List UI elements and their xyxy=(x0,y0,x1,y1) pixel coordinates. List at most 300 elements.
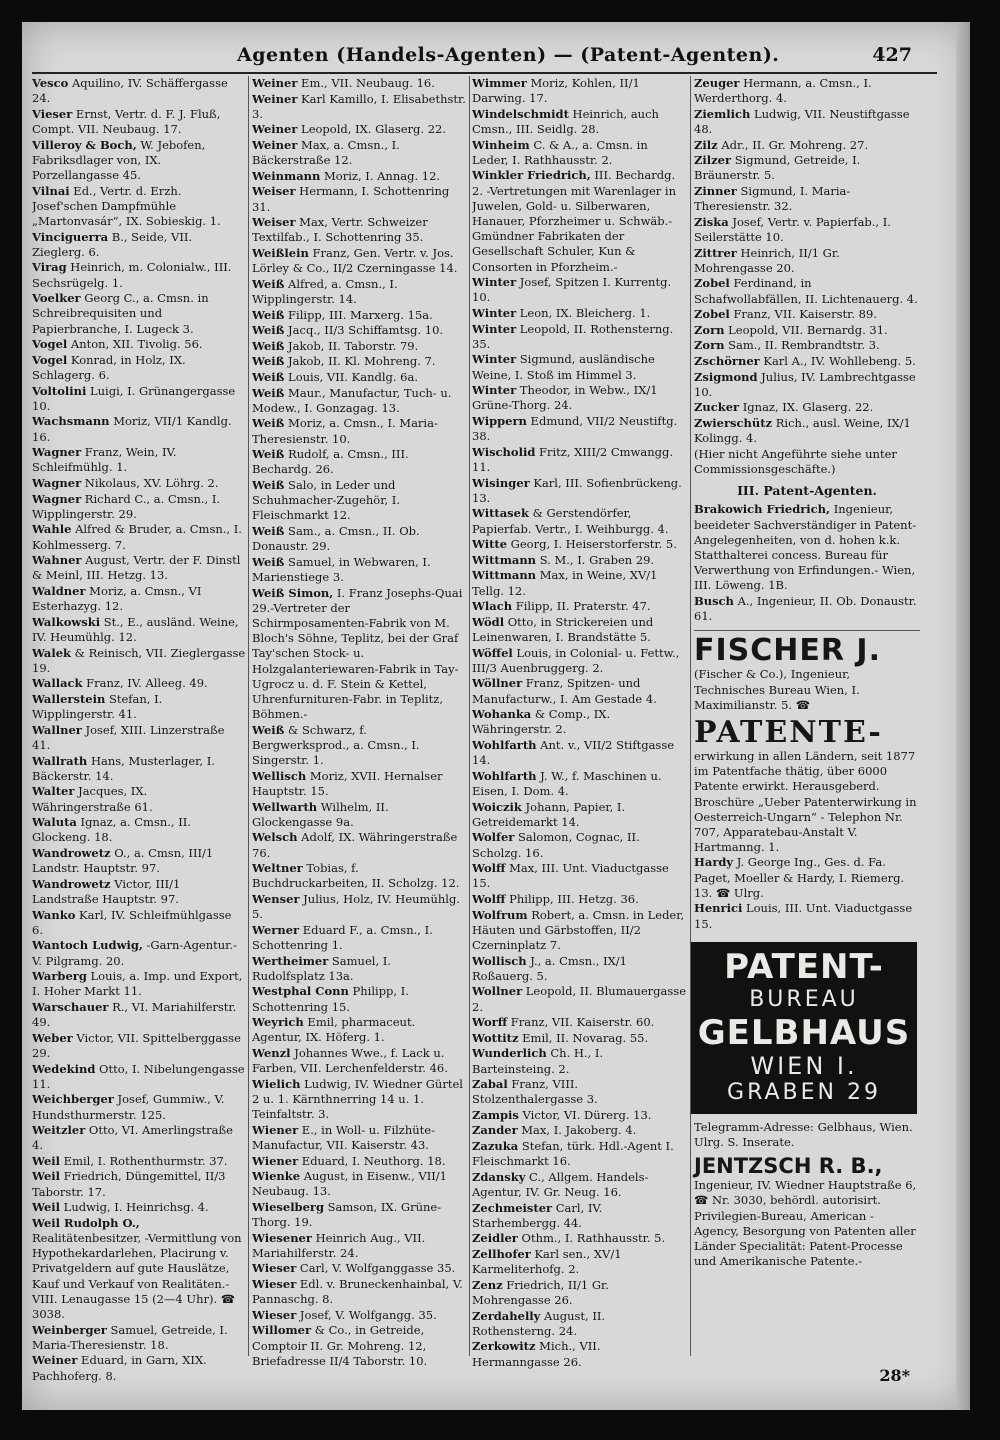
entry-name: Weiß xyxy=(252,554,285,569)
entry-details: Ludwig, IV. Wiedner Gürtel 2 u. 1. Kärnthnerring 14 u. 1. Teinfaltstr. 3. xyxy=(252,1076,463,1122)
entry-name: Wöllner xyxy=(472,676,523,691)
directory-entry xyxy=(32,337,246,352)
entry-details: Stefan, I. Wipplingerstr. 41. xyxy=(32,691,163,722)
advertisement-patente-title: PATENTE- xyxy=(694,714,883,750)
entry-name: Wimmer xyxy=(472,76,527,90)
entry-name: Zander xyxy=(472,1123,518,1138)
directory-entry xyxy=(32,1062,246,1092)
entry-name: Waldner xyxy=(32,583,86,598)
entry-details: Ignaz, IX. Glaserg. 22. xyxy=(739,400,874,415)
entry-details: Victor, III/1 Landstraße Hauptstr. 97. xyxy=(32,876,181,906)
entry-name: Weiß xyxy=(252,369,285,384)
directory-entry xyxy=(32,260,246,290)
directory-entry xyxy=(252,1015,467,1045)
column-divider xyxy=(469,76,470,1356)
entry-name: Ziemlich xyxy=(694,106,751,121)
directory-entry xyxy=(694,594,920,624)
entry-name: Warberg xyxy=(32,969,87,984)
entry-details: Wilhelm, II. Glockengasse 9a. xyxy=(252,799,389,829)
entry-details: Maur., Manufactur, Tuch- u. Modew., I. Gonzagag. 13. xyxy=(252,385,452,415)
entry-details: & Reinisch, VII. Zieglergasse 19. xyxy=(32,645,246,675)
directory-entry xyxy=(472,861,687,891)
entry-details: Ignaz, a. Cmsn., II. Glockeng. 18. xyxy=(32,815,191,845)
directory-entry xyxy=(472,1247,687,1277)
directory-entry xyxy=(472,322,687,352)
directory-entry xyxy=(472,476,687,506)
entry-details: Filipp, II. Praterstr. 47. xyxy=(512,599,651,614)
advertisement-fischer-text: (Fischer & Co.), Ingenieur, Technisches Bureau Wien, I. Maximilianstr. 5. ☎ xyxy=(694,667,860,712)
directory-entry xyxy=(32,1216,246,1322)
directory-entry xyxy=(472,537,687,552)
directory-entry xyxy=(32,445,246,475)
entry-name: Wienke xyxy=(252,1169,301,1184)
directory-entry xyxy=(694,416,920,446)
directory-entry xyxy=(32,476,246,491)
directory-entry xyxy=(252,184,467,214)
entry-name: Zilz xyxy=(694,137,718,152)
entry-details: Samuel, Getreide, I. Maria-Theresienstr. 18. xyxy=(32,1322,228,1352)
entry-name: Zucker xyxy=(694,400,740,415)
directory-entry xyxy=(472,553,687,568)
directory-page xyxy=(22,22,970,1410)
entry-details: Ant. v., VII/2 Stiftgasse 14. xyxy=(472,737,675,768)
directory-entry xyxy=(694,447,920,477)
column-divider xyxy=(690,76,691,1356)
directory-entry xyxy=(32,384,246,414)
directory-entry xyxy=(472,954,687,984)
entry-name: Zsigmond xyxy=(694,369,758,384)
directory-entry xyxy=(252,1323,467,1369)
entry-name: Weiß xyxy=(252,523,285,538)
entry-name: Wallack xyxy=(32,676,83,691)
entry-name: Wandrowetz xyxy=(32,845,111,860)
entry-details: Philipp, III. Hetzg. 36. xyxy=(505,891,639,906)
entry-details: Moriz, a. Cmsn., I. Maria-Theresienstr. 10. xyxy=(252,416,438,446)
directory-entry xyxy=(694,107,920,137)
directory-entry xyxy=(252,215,467,245)
directory-entry xyxy=(32,353,246,383)
entry-name: Hardy xyxy=(694,855,734,870)
directory-entry xyxy=(252,923,467,953)
directory-entry xyxy=(694,184,920,214)
entry-name: Wagner xyxy=(32,491,82,506)
entry-name: Zazuka xyxy=(472,1139,519,1154)
entry-name: Weiß xyxy=(252,338,285,353)
directory-entry xyxy=(472,1077,687,1107)
directory-entry xyxy=(252,1154,467,1169)
entry-name: Zeuger xyxy=(694,76,740,90)
entry-name: Wallerstein xyxy=(32,691,106,706)
directory-entry xyxy=(32,584,246,614)
entry-name: Wieselberg xyxy=(252,1199,325,1214)
ad-box-line3: GELBHAUS xyxy=(697,1012,911,1053)
advertisement-patente xyxy=(694,714,920,855)
entry-name: Wellwarth xyxy=(252,799,318,814)
entry-details: Jakob, II. Kl. Mohreng. 7. xyxy=(284,354,436,369)
entry-name: Wolff xyxy=(472,861,506,876)
entry-details: Franz, VII. Kaiserstr. 89. xyxy=(729,307,877,322)
directory-entry xyxy=(694,323,920,338)
entry-name: Winheim xyxy=(472,137,530,152)
entry-name: Windelschmidt xyxy=(472,106,569,121)
entry-details: Franz, Gen. Vertr. v. Jos. Lörley & Co., II/2 Czerningasse 14. xyxy=(252,245,458,276)
directory-entry xyxy=(252,92,467,122)
directory-column-1 xyxy=(32,76,246,1384)
entry-name: Virag xyxy=(32,260,67,275)
entry-name: Weiß xyxy=(252,323,285,338)
page-edge xyxy=(956,22,970,1410)
directory-entry xyxy=(252,478,467,524)
directory-entry xyxy=(472,414,687,444)
entry-name: Witte xyxy=(472,537,508,552)
entry-name: Walter xyxy=(32,784,75,799)
entry-name: Walek xyxy=(32,645,72,660)
directory-entry xyxy=(472,1339,687,1369)
entry-details: Josef, Vertr. v. Papierfab., I. Seilerstätte 10. xyxy=(694,214,891,244)
directory-entry xyxy=(472,646,687,676)
entry-details: Ingenieur, beeideter Sachverständiger in Patent-Angelegenheiten, von d. hohen k.k. Statthalterei concess. Bureau für Verwerthung von Erfindungen.- Wien, III. Löweng. 1B. xyxy=(694,502,917,593)
entry-details: August, Vertr. der F. Dinstl & Meinl, III. Hetzg. 13. xyxy=(32,553,241,583)
directory-column-3 xyxy=(472,76,687,1370)
entry-name: Weil xyxy=(32,1153,61,1168)
entry-name: Weiß xyxy=(252,447,285,462)
advertisement-gelbhaus-address: Telegramm-Adresse: Gelbhaus, Wien. Ulrg. S. Inserate. xyxy=(694,1119,913,1149)
directory-entry xyxy=(472,984,687,1014)
entry-name: Weil xyxy=(32,1169,61,1184)
entry-details: Ch. H., I. Barteinsteing. 2. xyxy=(472,1046,604,1076)
entry-details: Jakob, II. Taborstr. 79. xyxy=(284,338,419,353)
entry-name: Wieser xyxy=(252,1307,297,1322)
entry-name: Wöffel xyxy=(472,645,513,660)
entry-name: Wachsmann xyxy=(32,414,110,429)
entry-name: Wagner xyxy=(32,475,82,490)
entry-details: Otto, VI. Amerlingstraße 4. xyxy=(32,1123,233,1153)
advertisement-jentzsch xyxy=(694,1154,920,1269)
directory-entry xyxy=(694,502,920,593)
entry-name: Zittrer xyxy=(694,245,737,260)
entry-details: Nikolaus, XV. Löhrg. 2. xyxy=(81,475,219,490)
entry-name: Wlach xyxy=(472,599,513,614)
directory-entry xyxy=(472,138,687,168)
entry-details: Karl A., IV. Wohllebeng. 5. xyxy=(759,353,916,368)
directory-entry xyxy=(252,138,467,168)
entry-details: Emil, pharmaceut. Agentur, IX. Höferg. 1. xyxy=(252,1015,416,1045)
section-heading-patent-agents: III. Patent-Agenten. xyxy=(737,483,877,499)
directory-entry xyxy=(252,386,467,416)
entry-name: Ziska xyxy=(694,214,729,229)
entry-name: Weiner xyxy=(252,91,298,106)
directory-entry xyxy=(472,352,687,382)
entry-details: Moriz, XVII. Hernalser Hauptstr. 15. xyxy=(252,768,443,798)
entry-details: Adolf, IX. Währingerstraße 76. xyxy=(252,830,458,860)
entry-details: Georg C., a. Cmsn. in Schreibrequisiten und Papierbranche, I. Lugeck 3. xyxy=(32,291,209,336)
entry-name: Weißlein xyxy=(252,245,309,260)
directory-entry xyxy=(32,230,246,260)
entry-details: Victor, VI. Dürerg. 13. xyxy=(518,1107,652,1122)
entry-name: Wandrowetz xyxy=(32,876,111,891)
directory-entry xyxy=(32,1123,246,1153)
entry-details: Louis, a. Imp. und Export, I. Hoher Markt 11. xyxy=(32,969,243,999)
entry-name: Voelker xyxy=(32,291,81,306)
directory-entry xyxy=(694,338,920,353)
entry-details: Max, a. Cmsn., I. Bäckerstraße 12. xyxy=(252,137,400,168)
entry-details: Leopold, VII. Bernardg. 31. xyxy=(724,322,888,337)
entry-details: III. Bechardg. 2. -Vertretungen mit Warenlager in Juwelen, Gold- u. Silberwaren, Hanauer, Pforzheimer u. Schwäb.-Gmündner Fabrikaten der Gesellschaft Schuler, Kun & Consorten in Pforzheim.- xyxy=(472,168,677,274)
entry-details: Karl Kamillo, I. Elisabethstr. 3. xyxy=(252,91,466,121)
directory-entry xyxy=(32,784,246,814)
entry-details: Em., VII. Neubaug. 16. xyxy=(297,76,435,90)
ad-box-line5: GRABEN 29 xyxy=(727,1079,881,1105)
entry-details: Mich., VII. Hermanngasse 26. xyxy=(472,1339,601,1369)
entry-details: Sigmund, ausländische Weine, I. Stoß im Himmel 3. xyxy=(472,352,655,382)
entry-details: Emil, II. Novarag. 55. xyxy=(518,1030,649,1045)
entry-details: C. & A., a. Cmsn. in Leder, I. Rathhausstr. 2. xyxy=(472,137,648,167)
entry-name: Zerkowitz xyxy=(472,1339,536,1354)
entry-name: Henrici xyxy=(694,901,743,916)
entry-details: Franz, Wein, IV. Schleifmühlg. 1. xyxy=(32,445,177,475)
entry-name: Weinberger xyxy=(32,1322,107,1337)
entry-name: Wödl xyxy=(472,614,505,629)
entry-name: Wertheimer xyxy=(252,953,329,968)
entry-details: August, II. Rothensterng. 24. xyxy=(472,1308,606,1338)
entry-details: Johann, Papier, I. Getreidemarkt 14. xyxy=(472,799,626,829)
entry-details: Jacq., II/3 Schiffamtsg. 10. xyxy=(284,323,444,338)
entry-name: Vogel xyxy=(32,337,68,352)
directory-entry xyxy=(694,855,920,901)
entry-name: Zobel xyxy=(694,307,730,322)
entry-name: Vinciguerra xyxy=(32,229,109,244)
entry-name: Wollner xyxy=(472,984,523,999)
directory-entry xyxy=(252,416,467,446)
entry-details: Eduard, I. Neuthorg. 18. xyxy=(298,1153,446,1168)
entry-name: Zdansky xyxy=(472,1169,526,1184)
entry-details: Max, in Weine, XV/1 Tellg. 12. xyxy=(472,568,658,598)
directory-entry xyxy=(32,877,246,907)
entry-details: Salo, in Leder und Schuhmacher-Zugehör, I. Fleischmarkt 12. xyxy=(252,477,400,523)
entry-details: Friedrich, Düngemittel, II/3 Taborstr. 17. xyxy=(32,1169,226,1199)
entry-name: Zorn xyxy=(694,338,725,353)
entry-details: Alfred & Bruder, a. Cmsn., I. Kohlmesserg. 7. xyxy=(32,522,242,552)
directory-entry xyxy=(252,769,467,799)
entry-name: Wischolid xyxy=(472,444,536,459)
directory-entry xyxy=(694,370,920,400)
directory-entry xyxy=(472,568,687,598)
directory-column-4 xyxy=(694,76,920,1269)
directory-entry xyxy=(32,553,246,583)
directory-entry xyxy=(252,555,467,585)
entry-name: Wohlfarth xyxy=(472,768,537,783)
directory-entry xyxy=(694,276,920,306)
entry-details: Realitätenbesitzer, -Vermittlung von Hypothekardarlehen, Placirung v. Privatgeldern auf gute Hauslätze, Kauf und Verkauf von Realitäten.- VIII. Lenaugasse 15 (2—4 Uhr). ☎ 3038. xyxy=(32,1231,242,1322)
entry-name: Weil xyxy=(32,1200,61,1215)
page-number: 427 xyxy=(872,44,912,66)
entry-name: Zerdahelly xyxy=(472,1308,541,1323)
directory-entry xyxy=(472,769,687,799)
entry-details: St., E., ausländ. Weine, IV. Heumühlg. 12. xyxy=(32,614,239,644)
entry-details: C., Allgem. Handels-Agentur, IV. Gr. Neug. 16. xyxy=(472,1169,649,1200)
entry-details: Moriz, Kohlen, II/1 Darwing. 17. xyxy=(472,76,640,106)
entry-details: Rudolf, a. Cmsn., III. Bechardg. 26. xyxy=(252,447,409,477)
entry-details: Sigmund, I. Maria-Theresienstr. 32. xyxy=(694,183,851,214)
directory-entry xyxy=(32,1154,246,1169)
entry-details: August, in Eisenw., VII/1 Neubaug. 13. xyxy=(252,1169,447,1199)
directory-entry xyxy=(252,1046,467,1076)
entry-details: Leopold, II. Blumauergasse 2. xyxy=(472,984,687,1014)
entry-details: & Gerstendörfer, Papierfab. Vertr., I. Weihburgg. 4. xyxy=(472,506,669,536)
entry-name: Waluta xyxy=(32,815,77,830)
directory-entry xyxy=(472,676,687,706)
directory-entry xyxy=(32,692,246,722)
directory-entry xyxy=(694,246,920,276)
advertisement-fischer xyxy=(694,630,920,713)
entry-details: Ludwig, VII. Neustiftgasse 48. xyxy=(694,106,910,136)
directory-entry xyxy=(472,383,687,413)
entry-details: Filipp, III. Marxerg. 15a. xyxy=(284,307,433,322)
directory-entry xyxy=(32,615,246,645)
entry-details: Jacques, IX. Währingerstraße 61. xyxy=(32,784,153,814)
ad-box-line1: PATENT- xyxy=(724,946,884,987)
directory-entry xyxy=(252,122,467,137)
entry-details: Eduard F., a. Cmsn., I. Schottenring 1. xyxy=(252,922,433,952)
entry-details: Hans, Musterlager, I. Bäckerstr. 14. xyxy=(32,753,215,783)
entry-details: Leon, IX. Bleicherg. 1. xyxy=(516,306,651,320)
entry-name: Zwierschütz xyxy=(694,415,773,430)
entry-name: Wenzl xyxy=(252,1045,291,1060)
entry-name: Weltner xyxy=(252,861,303,876)
entry-details: Heinrich, auch Cmsn., III. Seidlg. 28. xyxy=(472,106,659,136)
directory-entry xyxy=(694,400,920,415)
directory-entry xyxy=(252,1261,467,1276)
entry-name: Wittasek xyxy=(472,506,529,521)
entry-details: Samuel, in Webwaren, I. Marienstiege 3. xyxy=(252,554,431,584)
directory-entry xyxy=(32,76,246,106)
entry-details: E., in Woll- u. Filzhüte-Manufactur, VII. Kaiserstr. 43. xyxy=(252,1122,435,1152)
entry-name: Wohanka xyxy=(472,707,532,722)
directory-entry xyxy=(252,277,467,307)
directory-entry xyxy=(472,738,687,768)
directory-entry xyxy=(252,1277,467,1307)
entry-name: Willomer xyxy=(252,1323,312,1338)
entry-details: Otto, I. Nibelungengasse 11. xyxy=(32,1061,245,1091)
entry-details: Othm., I. Rathhausstr. 5. xyxy=(517,1231,666,1246)
entry-name: Westphal Conn xyxy=(252,984,349,999)
directory-entry xyxy=(472,800,687,830)
entry-name: Zschörner xyxy=(694,353,760,368)
directory-entry xyxy=(252,246,467,276)
directory-entry xyxy=(252,892,467,922)
entry-name: Busch xyxy=(694,593,734,608)
directory-entry xyxy=(694,307,920,322)
entry-name: Vilnai xyxy=(32,183,70,198)
entry-details: Theodor, in Webw., IX/1 Grüne-Thorg. 24. xyxy=(472,383,658,413)
entry-details: Ferdinand, in Schafwollabfällen, II. Lichtenauerg. 4. xyxy=(694,276,918,306)
entry-details: Leopold, II. Rothensterng. 35. xyxy=(472,321,674,351)
entry-details: Salomon, Cognac, II. Scholzg. 16. xyxy=(472,830,640,860)
directory-entry xyxy=(32,1092,246,1122)
directory-entry xyxy=(32,723,246,753)
directory-entry xyxy=(32,846,246,876)
entry-name: Wollisch xyxy=(472,953,527,968)
entry-name: Welsch xyxy=(252,830,298,845)
entry-details: Moriz, a. Cmsn., VI Esterhazyg. 12. xyxy=(32,583,202,614)
entry-name: Vesco xyxy=(32,76,69,90)
directory-entry xyxy=(694,153,920,183)
entry-details: & Co., in Getreide, Comptoir II. Gr. Mohreng. 12, Briefadresse II/4 Taborstr. 10. xyxy=(252,1323,428,1368)
directory-entry xyxy=(252,323,467,338)
entry-name: Weiner xyxy=(252,76,298,90)
directory-entry xyxy=(32,754,246,784)
directory-entry xyxy=(32,291,246,337)
directory-entry xyxy=(252,524,467,554)
entry-name: Weil Rudolph O., xyxy=(32,1215,140,1230)
entry-details: Franz, Spitzen- und Manufacturw., I. Am Gestade 4. xyxy=(472,676,657,706)
directory-entry xyxy=(472,830,687,860)
entry-name: Wittmann xyxy=(472,568,537,583)
entry-details: Josef, XIII. Linzerstraße 41. xyxy=(32,722,225,752)
entry-name: Zellhofer xyxy=(472,1247,531,1262)
directory-entry xyxy=(472,908,687,954)
entry-details: Louis, in Colonial- u. Fettw., III/3 Auenbruggerg. 2. xyxy=(472,645,680,675)
directory-entry xyxy=(252,76,467,91)
entry-name: Weichberger xyxy=(32,1092,114,1107)
directory-entry xyxy=(694,354,920,369)
entry-details: Julius, IV. Lambrechtgasse 10. xyxy=(694,369,916,399)
entry-details: J., a. Cmsn., IX/1 Roßauerg. 5. xyxy=(472,953,627,983)
directory-entry xyxy=(252,339,467,354)
entry-name: Zobel xyxy=(694,276,730,291)
entry-name: Weiß xyxy=(252,416,285,431)
entry-details: Max, I. Jakoberg. 4. xyxy=(517,1123,637,1138)
entry-details: Fritz, XIII/2 Cmwangg. 11. xyxy=(472,444,674,474)
entry-details: O., a. Cmsn, III/1 Landstr. Hauptstr. 97. xyxy=(32,845,214,876)
entry-name: Wolfer xyxy=(472,830,515,845)
entry-details: Samuel, I. Rudolfsplatz 13a. xyxy=(252,953,391,983)
entry-details: Leopold, IX. Glaserg. 22. xyxy=(297,122,446,137)
entry-details: Karl sen., XV/1 Karmeliterhofg. 2. xyxy=(472,1247,622,1277)
entry-name: Wieser xyxy=(252,1261,297,1276)
directory-entry xyxy=(32,1323,246,1353)
entry-details: J. George Ing., Ges. d. Fa. Paget, Moeller & Hardy, I. Riemerg. 13. ☎ Ulrg. xyxy=(694,855,905,900)
entry-details: Carl, IV. Starhembergg. 44. xyxy=(472,1200,603,1230)
entry-details: I. Franz Josephs-Quai 29.-Vertreter der Schirmposamenten-Fabrik von M. Bloch's Söhne, Teplitz, bei der Graf Tay'schen Stock- u. Holzgalanteriewaren-Fabrik in Tay-Ugrocz u. d. F. Stein & Kettel, Uhrenfurnituren-Fabr. in Teplitz, Böhmen.- xyxy=(252,585,463,722)
directory-entry xyxy=(694,76,920,106)
entry-details: Eduard, in Garn, XIX. Pachhoferg. 8. xyxy=(32,1353,207,1383)
entry-name: Weiner xyxy=(32,1353,78,1368)
entry-name: Zabal xyxy=(472,1077,508,1092)
entry-name: Zechmeister xyxy=(472,1200,553,1215)
entry-name: Vogel xyxy=(32,352,68,367)
directory-column-2 xyxy=(252,76,467,1369)
entry-details: Karl, III. Sofienbrückeng. 13. xyxy=(472,475,682,505)
directory-entry xyxy=(252,169,467,184)
entry-name: Wolff xyxy=(472,891,506,906)
entry-details: Ernst, Vertr. d. F. J. Fluß, Compt. VII. Neubaug. 17. xyxy=(32,106,221,136)
entry-details: Tobias, f. Buchdruckarbeiten, II. Scholzg. 12. xyxy=(252,861,460,891)
entry-details: Heinrich, m. Colonialw., III. Sechsrügelg. 1. xyxy=(32,260,232,290)
entry-details: B., Seide, VII. Zieglerg. 6. xyxy=(32,229,193,259)
entry-name: Wiesener xyxy=(252,1230,312,1245)
entry-details: R., VI. Mariahilferstr. 49. xyxy=(32,999,237,1030)
entry-name: Wanko xyxy=(32,907,76,922)
entry-name: Wieser xyxy=(252,1277,297,1292)
directory-entry xyxy=(32,1353,246,1383)
entry-name: Weinmann xyxy=(252,168,321,183)
column-divider xyxy=(248,76,249,1356)
entry-name: Wiener xyxy=(252,1122,299,1137)
entry-name: Wippern xyxy=(472,413,527,428)
directory-entry xyxy=(32,1200,246,1215)
column-4-entries-after xyxy=(694,855,920,931)
